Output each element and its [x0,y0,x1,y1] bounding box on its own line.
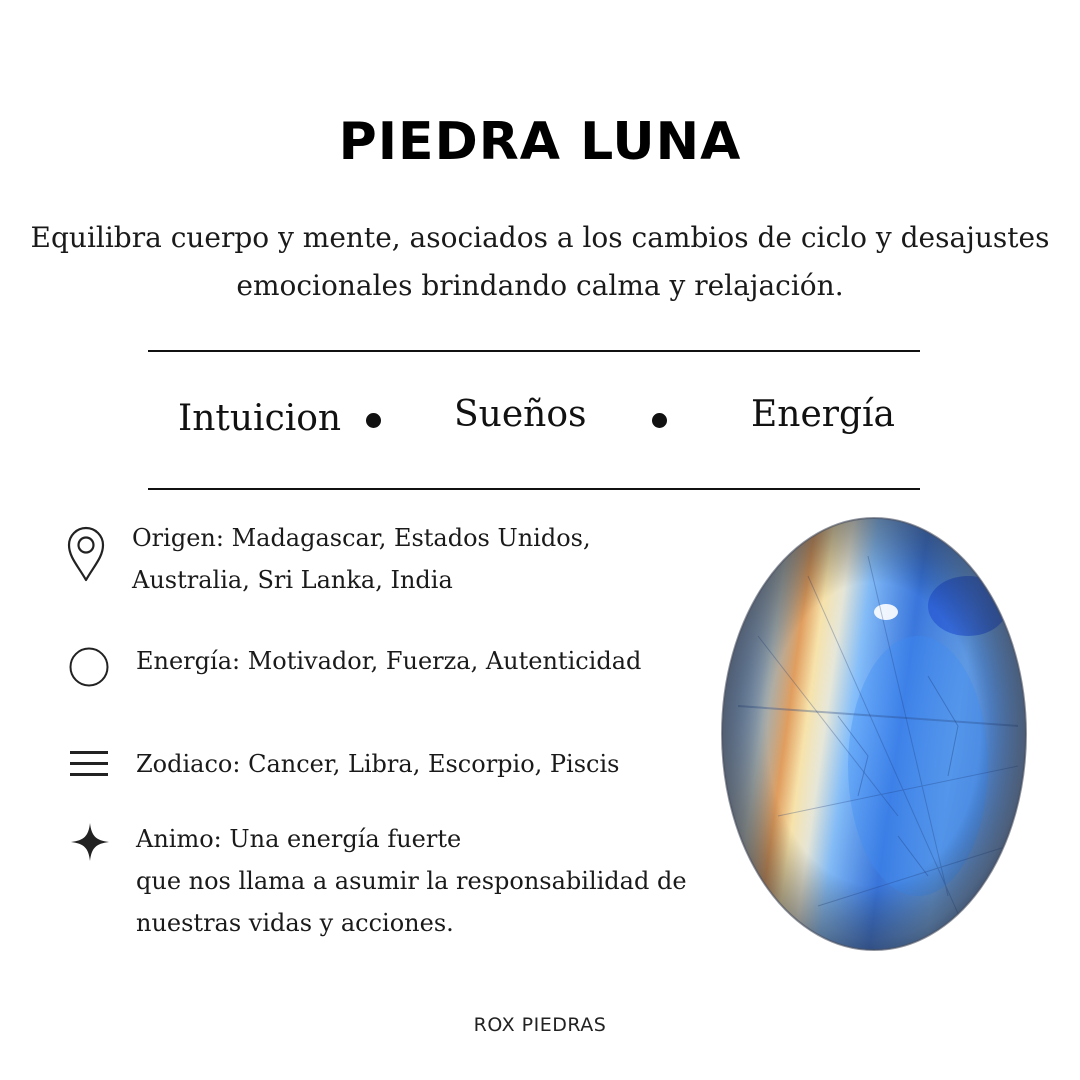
zodiaco-line-1: Zodiaco: Cancer, Libra, Escorpio, Piscis [136,750,620,778]
menu-lines-icon [70,750,110,778]
keyword-suenos: Sueños [454,394,587,435]
info-animo [136,818,687,944]
info-energia [136,640,641,682]
sparkle-icon [70,822,110,862]
keyword-energia: Energía [751,394,895,435]
top-divider [148,350,920,352]
bullet-dot [652,413,667,428]
description-line-2: emocionales brindando calma y relajación. [236,269,844,302]
animo-line-2: que nos llama a asumir la responsabilidad de [136,867,687,895]
origen-line-1: Origen: Madagascar, Estados Unidos, [132,524,591,552]
bottom-divider [148,488,920,490]
description-line-1: Equilibra cuerpo y mente, asociados a los cambios de ciclo y desajustes [30,221,1050,254]
animo-line-1: Animo: Una energía fuerte [136,825,462,853]
description [20,214,1060,310]
keyword-intuicion: Intuicion [178,398,342,439]
origen-line-2: Australia, Sri Lanka, India [132,566,453,594]
animo-line-3: nuestras vidas y acciones. [136,909,454,937]
bullet-dot [366,413,381,428]
energia-line-1: Energía: Motivador, Fuerza, Autenticidad [136,647,642,675]
moonstone-image [718,516,1030,958]
info-origen [132,517,591,601]
circle-icon [68,646,110,688]
location-pin-icon [64,524,108,582]
info-zodiaco [136,743,619,785]
brand-footer: ROX PIEDRAS [473,1014,607,1036]
page-title: PIEDRA LUNA [338,112,742,172]
